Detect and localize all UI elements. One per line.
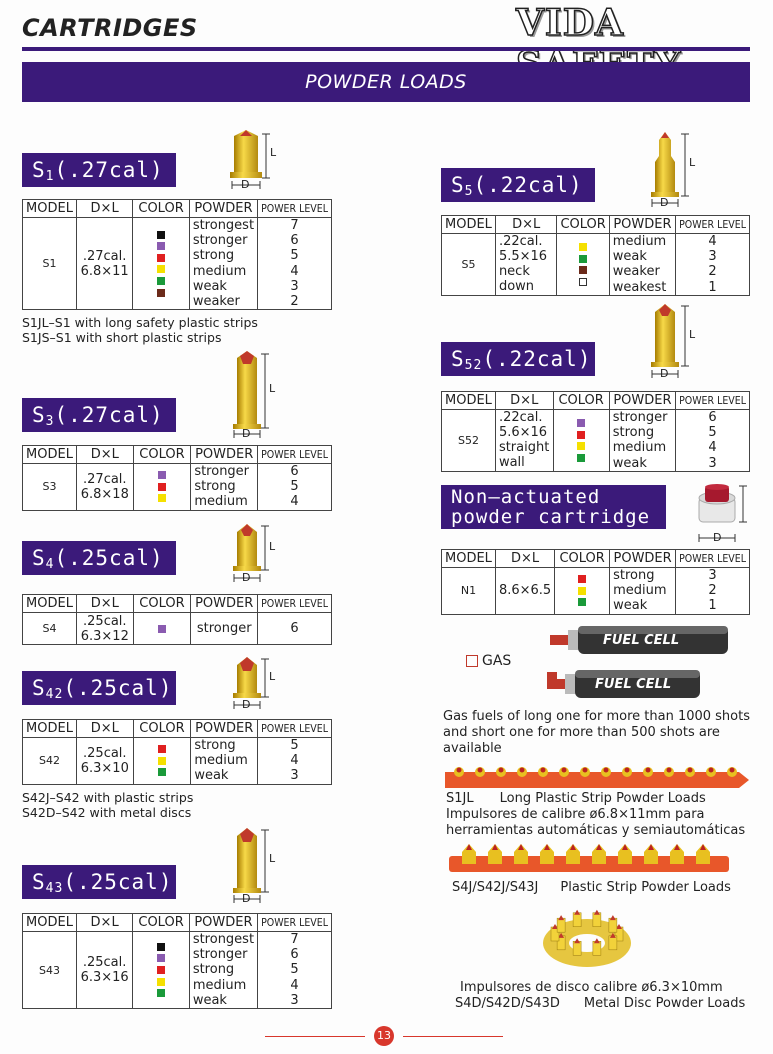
s42-heading: $S_{42}(.25cal)$	[22, 671, 176, 705]
power-level: 3	[708, 568, 717, 583]
diameter-label: D	[242, 698, 251, 711]
s5-heading: $S_5(.22cal)$	[441, 168, 595, 202]
color-swatch	[158, 745, 166, 753]
power-level: 6	[708, 410, 717, 425]
s43-spec-table: MODEL D×L COLOR POWDER POWER LEVEL S43 .25cal. 6.3×16 strongest stronger strong medium weak 7 6 5 4 3	[22, 913, 332, 1009]
s1-heading: $S_1(.27cal)$	[22, 153, 176, 187]
s5-spec-table: MODEL D×L COLOR POWDER POWER LEVEL S5 .22cal. 5.5×16 neck down medium weak weaker weakest 4 3 2 1	[441, 215, 750, 296]
section-banner: POWDER LOADS	[22, 62, 750, 102]
power-level: 5	[290, 962, 299, 978]
color-swatch	[158, 483, 166, 491]
powder-strength: medium	[612, 440, 667, 456]
s1-spec-table: MODEL D×L COLOR POWDER POWER LEVEL S1 .27cal. 6.8×11 strongest stronger strong medium weak weaker 7 6 5 4 3 2	[22, 199, 332, 310]
powder-strength: medium	[192, 263, 247, 279]
color-swatch	[577, 419, 585, 427]
powder-strength: weak	[192, 992, 227, 1008]
s42-cartridge-image	[231, 655, 275, 711]
color-swatch	[579, 266, 587, 274]
power-level: 4	[290, 753, 299, 769]
long-strip-caption: S1JL Long Plastic Strip Powder Loads	[446, 791, 706, 806]
power-level: 3	[708, 249, 717, 265]
powder-strength: stronger	[194, 464, 250, 479]
fuel-cell-short-image	[545, 666, 735, 706]
length-label: L	[269, 852, 276, 865]
gas-label: GAS	[482, 653, 512, 669]
s43-cartridge-image	[231, 826, 275, 906]
power-level: 4	[290, 263, 299, 279]
disc-caption: S4D/S42D/S43D Metal Disc Powder Loads	[455, 996, 746, 1011]
s5-cartridge-image	[649, 130, 697, 210]
diameter-label: D	[242, 427, 251, 440]
page-number: 13	[374, 1026, 394, 1046]
powder-strength: strong	[192, 248, 235, 264]
s4-cartridge-image	[231, 522, 275, 584]
powder-strength: strong	[613, 568, 655, 583]
power-level: 7	[290, 218, 299, 233]
color-swatch	[158, 471, 166, 479]
s4-heading: $S_4(.25cal)$	[22, 541, 176, 575]
powder-strength: stronger	[612, 410, 668, 425]
powder-strength: weak	[194, 768, 229, 784]
powder-strength: weaker	[612, 264, 660, 280]
power-level: 3	[290, 768, 299, 784]
diameter-label: D	[713, 531, 722, 544]
powder-strength: medium	[192, 977, 247, 993]
powder-strength: medium	[613, 583, 667, 599]
power-level: 2	[708, 264, 717, 280]
power-level: 6	[290, 620, 299, 636]
power-level: 2	[708, 583, 717, 599]
short-strip-image	[447, 842, 732, 882]
page-rule-right	[403, 1036, 503, 1037]
diameter-label: D	[660, 367, 669, 380]
color-swatch	[577, 454, 585, 462]
color-swatch	[157, 954, 165, 962]
s42-spec-table: MODEL D×L COLOR POWDER POWER LEVEL S42 .25cal. 6.3×10 strong medium weak 5 4 3	[22, 719, 332, 785]
s1-cartridge-image	[228, 128, 276, 190]
color-swatch	[157, 289, 165, 297]
powder-strength: strong	[194, 479, 236, 495]
powder-strength: weakest	[612, 279, 667, 295]
power-level: 6	[290, 233, 299, 249]
powder-strength: weaker	[192, 294, 240, 310]
page-rule-left	[265, 1036, 365, 1037]
color-swatch	[578, 587, 586, 595]
power-level: 6	[290, 464, 299, 479]
s52-heading: $S_{52}(.22cal)$	[441, 342, 595, 376]
power-level: 4	[708, 234, 717, 249]
s52-cartridge-image	[649, 302, 697, 382]
power-level: 1	[708, 598, 717, 614]
power-level: 4	[708, 440, 717, 456]
color-swatch	[577, 431, 585, 439]
power-level: 3	[290, 992, 299, 1008]
powder-strength: weak	[613, 598, 648, 614]
powder-strength: stronger	[196, 620, 252, 636]
color-swatch	[578, 575, 586, 583]
powder-strength: strong	[192, 962, 235, 978]
color-swatch	[157, 242, 165, 250]
diameter-label: D	[242, 892, 251, 905]
color-swatch	[158, 494, 166, 502]
short-strip-caption: S4J/S42J/S43J Plastic Strip Powder Loads	[452, 880, 731, 895]
power-level: 2	[290, 294, 299, 310]
power-level: 7	[290, 932, 299, 947]
s4-spec-table: MODEL D×L COLOR POWDER POWER LEVEL S4 .25cal. 6.3×12 stronger 6	[22, 594, 332, 645]
diameter-label: D	[241, 178, 250, 191]
powder-strength: stronger	[192, 233, 248, 249]
s42-notes: S42J–S42 with plastic strips S42D–S42 with metal discs	[22, 790, 194, 820]
color-swatch	[579, 243, 587, 251]
power-level: 5	[290, 479, 299, 495]
gas-checkbox	[466, 655, 478, 667]
color-swatch	[157, 989, 165, 997]
disc-es: Impulsores de disco calibre ø6.3×10mm	[460, 980, 723, 995]
metal-disc-image	[540, 903, 635, 977]
powder-strength: weak	[612, 249, 647, 265]
header-rule	[22, 47, 750, 51]
color-swatch	[157, 978, 165, 986]
power-level: 1	[708, 279, 717, 295]
length-label: L	[689, 156, 696, 169]
s52-spec-table: MODEL D×L COLOR POWDER POWER LEVEL S52 .22cal. 5.6×16 straight wall stronger strong medium weak 6 5 4 3	[441, 391, 750, 472]
color-swatch	[157, 943, 165, 951]
power-level: 5	[290, 738, 299, 753]
powder-strength: medium	[194, 494, 248, 510]
power-level: 4	[290, 494, 299, 510]
powder-strength: weak	[192, 278, 227, 294]
n1-heading: Non–actuated powder cartridge	[441, 485, 666, 529]
color-swatch	[577, 442, 585, 450]
color-swatch	[158, 625, 166, 633]
powder-strength: strongest	[192, 218, 255, 233]
powder-strength: stronger	[192, 947, 248, 963]
long-strip-es: Impulsores de calibre ø6.8×11mm para herramientas automáticas y semiautomáticas	[446, 807, 746, 838]
color-swatch	[157, 254, 165, 262]
color-swatch	[579, 255, 587, 263]
color-swatch	[158, 768, 166, 776]
s43-heading: $S_{43}(.25cal)$	[22, 865, 176, 899]
diameter-label: D	[660, 196, 669, 209]
color-swatch	[158, 757, 166, 765]
powder-strength: strongest	[192, 932, 255, 947]
power-level: 6	[290, 947, 299, 963]
n1-spec-table: MODEL D×L COLOR POWDER POWER LEVEL N1 8.6×6.5 strong medium weak 3 2 1	[441, 549, 750, 615]
color-swatch	[157, 231, 165, 239]
power-level: 5	[290, 248, 299, 264]
n1-cartridge-image	[695, 484, 749, 548]
color-swatch	[157, 966, 165, 974]
s3-spec-table: MODEL D×L COLOR POWDER POWER LEVEL S3 .27cal. 6.8×18 stronger strong medium 6 5 4	[22, 445, 332, 511]
page-title: CARTRIDGES	[22, 14, 198, 42]
length-label: L	[269, 670, 276, 683]
length-label: L	[269, 540, 276, 553]
powder-strength: medium	[612, 234, 667, 249]
powder-strength: strong	[194, 738, 236, 753]
color-swatch	[578, 598, 586, 606]
power-level: 3	[290, 278, 299, 294]
color-swatch	[579, 278, 587, 286]
power-level: 3	[708, 455, 717, 471]
power-level: 5	[708, 425, 717, 441]
s3-cartridge-image	[231, 350, 275, 438]
fuel-cell-brand: FUEL CELL	[603, 633, 680, 648]
diameter-label: D	[242, 571, 251, 584]
fuel-cell-long-image	[548, 622, 738, 662]
color-swatch	[157, 277, 165, 285]
color-swatch	[157, 265, 165, 273]
s1-notes: S1JL–S1 with long safety plastic strips S1JS–S1 with short plastic strips	[22, 315, 258, 345]
fuel-cell-brand: FUEL CELL	[595, 677, 672, 692]
s3-heading: $S_3(.27cal)$	[22, 398, 176, 432]
length-label: L	[689, 328, 696, 341]
powder-strength: strong	[612, 425, 655, 441]
length-label: L	[270, 146, 277, 159]
length-label: L	[269, 382, 276, 395]
powder-strength: medium	[194, 753, 248, 769]
powder-strength: weak	[612, 455, 647, 471]
brand-logo: VIDA	[516, 2, 624, 44]
gas-description: Gas fuels of long one for more than 1000 shots and short one for more than 500 shots are available	[443, 709, 750, 756]
power-level: 4	[290, 977, 299, 993]
